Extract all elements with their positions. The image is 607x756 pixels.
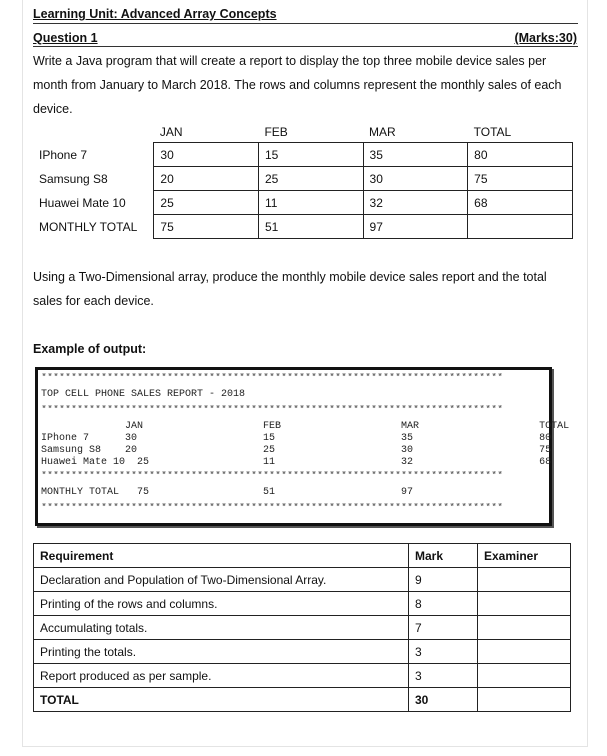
table-cell: 75 bbox=[154, 215, 259, 239]
header-mark: Mark bbox=[409, 544, 478, 568]
report-row: IPhone 7 30 15 35 80 bbox=[41, 433, 552, 444]
report-row: Samsung S8 20 25 30 75 bbox=[41, 445, 552, 456]
stars-line: ***************************************************************************** bbox=[41, 471, 504, 482]
console-output bbox=[35, 367, 570, 526]
examiner-cell bbox=[478, 592, 571, 616]
stars-line: ***************************************************************************** bbox=[41, 405, 504, 416]
header-requirement: Requirement bbox=[34, 544, 409, 568]
row-label: Samsung S8 bbox=[39, 171, 108, 186]
requirements-table bbox=[33, 543, 571, 712]
col-header-total: TOTAL bbox=[473, 125, 512, 139]
total-label: TOTAL bbox=[34, 688, 409, 712]
examiner-cell bbox=[478, 688, 571, 712]
unit-title: Learning Unit: Advanced Array Concepts bbox=[33, 7, 277, 21]
examiner-cell bbox=[478, 664, 571, 688]
table-row bbox=[34, 592, 571, 616]
requirement-mark: 3 bbox=[409, 664, 478, 688]
stars-line: ***************************************************************************** bbox=[41, 373, 504, 384]
examiner-cell bbox=[478, 640, 571, 664]
requirements-total-row bbox=[34, 688, 571, 712]
requirement-text: Declaration and Population of Two-Dimensional Array. bbox=[34, 568, 409, 592]
question-rule bbox=[33, 46, 578, 47]
requirement-text: Printing of the rows and columns. bbox=[34, 592, 409, 616]
stars-line: ***************************************************************************** bbox=[41, 503, 504, 514]
table-cell: 97 bbox=[363, 215, 468, 239]
requirement-mark: 8 bbox=[409, 592, 478, 616]
sales-table-header bbox=[33, 122, 573, 143]
table-row bbox=[33, 191, 573, 215]
question-title: Question 1 bbox=[33, 31, 98, 45]
table-cell: 15 bbox=[258, 143, 363, 167]
table-cell: 32 bbox=[363, 191, 468, 215]
table-cell: 30 bbox=[154, 143, 259, 167]
table-cell: 25 bbox=[258, 167, 363, 191]
requirement-mark: 9 bbox=[409, 568, 478, 592]
table-row bbox=[34, 664, 571, 688]
table-cell: 80 bbox=[468, 143, 573, 167]
table-cell: 25 bbox=[154, 191, 259, 215]
requirement-text: Printing the totals. bbox=[34, 640, 409, 664]
examiner-cell bbox=[478, 616, 571, 640]
col-header-feb: FEB bbox=[264, 125, 288, 139]
requirements-header bbox=[34, 544, 571, 568]
examiner-cell bbox=[478, 568, 571, 592]
table-cell: 20 bbox=[154, 167, 259, 191]
total-mark: 30 bbox=[409, 688, 478, 712]
row-label: IPhone 7 bbox=[39, 147, 88, 162]
row-label: MONTHLY TOTAL bbox=[39, 219, 138, 234]
table-cell bbox=[468, 215, 573, 239]
col-header-mar: MAR bbox=[369, 125, 396, 139]
report-row: Huawei Mate 10 25 11 32 68 bbox=[41, 457, 552, 468]
document-page bbox=[22, 0, 588, 747]
table-cell: 35 bbox=[363, 143, 468, 167]
table-cell: 75 bbox=[468, 167, 573, 191]
requirement-text: Accumulating totals. bbox=[34, 616, 409, 640]
table-row bbox=[34, 616, 571, 640]
instruction-paragraph: Using a Two-Dimensional array, produce the monthly mobile device sales report and the total sales for each device. bbox=[33, 270, 547, 308]
table-cell: 51 bbox=[258, 215, 363, 239]
report-header: JAN FEB MAR TOTAL bbox=[41, 421, 570, 432]
requirement-mark: 3 bbox=[409, 640, 478, 664]
requirement-mark: 7 bbox=[409, 616, 478, 640]
intro-paragraph: Write a Java program that will create a report to display the top three mobile device sales per month from January to March 2018. The rows and columns represent the monthly sales of each device. bbox=[33, 54, 562, 116]
question-marks: (Marks:30) bbox=[514, 31, 577, 45]
header-examiner: Examiner bbox=[478, 544, 571, 568]
title-rule bbox=[33, 23, 578, 24]
report-title: TOP CELL PHONE SALES REPORT - 2018 bbox=[41, 389, 246, 400]
table-cell: 30 bbox=[363, 167, 468, 191]
table-row bbox=[34, 568, 571, 592]
report-total-row: MONTHLY TOTAL 75 51 97 bbox=[41, 487, 414, 498]
table-row bbox=[33, 143, 573, 167]
table-cell: 68 bbox=[468, 191, 573, 215]
requirement-text: Report produced as per sample. bbox=[34, 664, 409, 688]
row-label: Huawei Mate 10 bbox=[39, 195, 126, 210]
col-header-jan: JAN bbox=[159, 125, 183, 139]
example-label: Example of output: bbox=[33, 342, 147, 356]
table-cell: 11 bbox=[258, 191, 363, 215]
corner-cell bbox=[33, 122, 154, 143]
table-row bbox=[33, 167, 573, 191]
table-row bbox=[34, 640, 571, 664]
sales-table bbox=[33, 122, 573, 239]
table-row bbox=[33, 215, 573, 239]
